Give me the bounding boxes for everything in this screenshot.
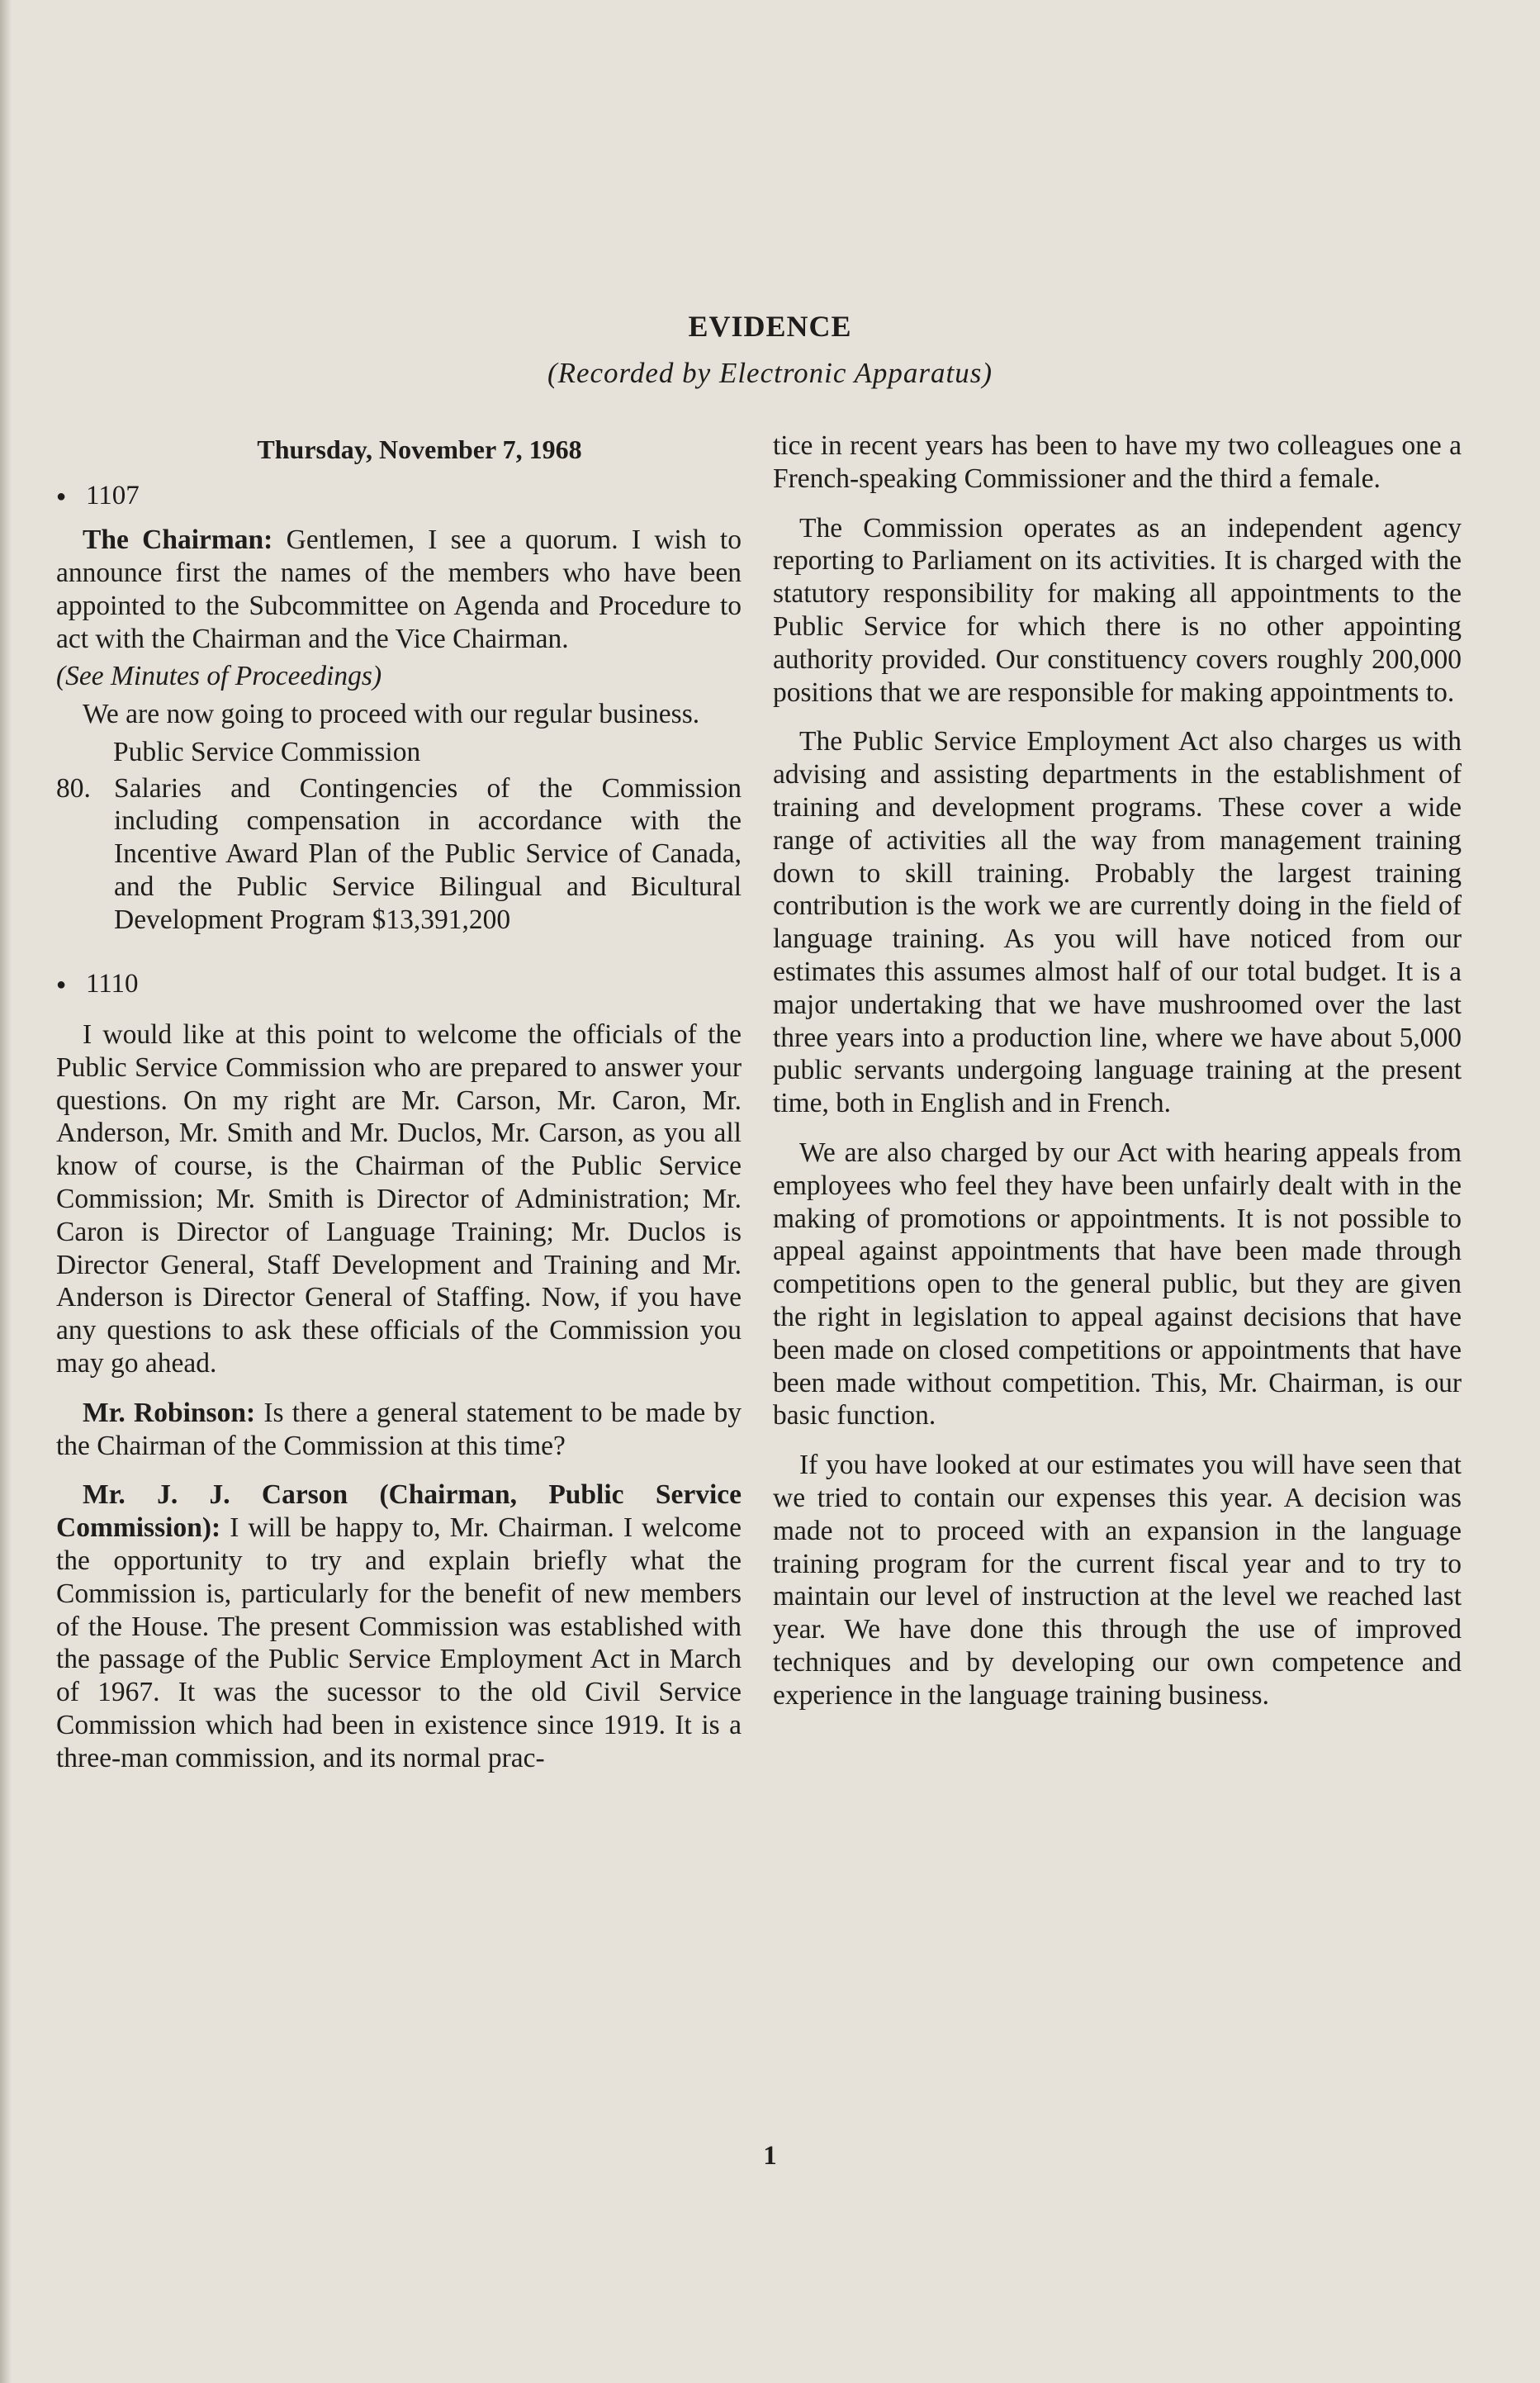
vote-item-80 bbox=[56, 772, 742, 937]
time-marker-1110 bbox=[56, 968, 742, 1002]
paragraph-appeals: We are also charged by our Act with hearing appeals from employees who feel they have been unfairly dealt with in the making of promotions or appointments. It is not possible to appeal against appointments that have been made through competitions open to the general public, but they are given the right in legislation to appeal against decisions that have been made on closed competitions or appointments that have been made without competition. This, Mr. Chairman, is our basic function. bbox=[773, 1137, 1462, 1431]
bullet-icon: ● bbox=[56, 976, 67, 994]
page-number: 1 bbox=[763, 2141, 777, 2171]
paragraph-chairman-quorum bbox=[56, 524, 742, 655]
vote-number: 80. bbox=[56, 772, 91, 804]
paragraph-estimates: If you have looked at our estimates you will have seen that we tried to contain our expenses this year. A decision was made not to proceed with an expansion in the language training program for the current fiscal year and to try to maintain our level of instruction at the level we reached last year. We have done this through the use of improved techniques and by developing our own competence and experience in the language training business. bbox=[773, 1450, 1462, 1711]
right-column bbox=[773, 430, 1462, 1711]
paragraph-commissioners: tice in recent years has been to have my two colleagues one a French-speaking Commissioner and the third a female. bbox=[773, 430, 1462, 494]
speaker-label: Mr. J. J. Carson (Chairman, Public Service Commission): bbox=[56, 1479, 742, 1544]
paragraph-training-programs: The Public Service Employment Act also charges us with advising and assisting departments in the establishment of training and development programs. These cover a wide range of activities all the way from management training down to skill training. Probably the largest training contribution is the work we are currently doing in the field of language training. As you will have noticed from our estimates this assumes almost half of our total budget. It is a major undertaking that we have mushroomed over the last three years into a production line, where we have about 5,000 public servants undergoing language training at the present time, both in English and in French. bbox=[773, 726, 1462, 1119]
time-marker-1107 bbox=[56, 480, 742, 514]
page-title: EVIDENCE bbox=[688, 310, 852, 343]
speaker-label: The Chairman: bbox=[83, 525, 273, 556]
paragraph-text: I will be happy to, Mr. Chairman. I welcome the opportunity to try and explain briefly what the Commission is, particularly for the benefit of new members of the House. The present Commission was established with the passage of the Public Service Employment Act in March of 1967. It was the sucessor to the old Civil Service Commission which had been in existence since 1919. It is a three-man commission, and its normal prac- bbox=[56, 1512, 742, 1773]
paragraph-robinson-question bbox=[56, 1397, 742, 1463]
time-marker-text: 1107 bbox=[86, 480, 140, 510]
paragraph-commission-operates: The Commission operates as an independent agency reporting to Parliament on its activities. It is charged with the statutory responsibility for making all appointments to the Public Service for which there is no other appointing authority provided. Our constituency covers roughly 200,000 positions that we are responsible for making appointments to. bbox=[773, 512, 1462, 708]
time-marker-text: 1110 bbox=[86, 968, 139, 999]
paragraph-text: Is there a general statement to be made by the Chairman of the Commission at this time? bbox=[56, 1397, 742, 1461]
vote-text: Salaries and Contingencies of the Commission including compensation in accordance with the Incentive Award Plan of the Public Service of Canada, and the Public Service Bilingual and Bicultural Development Program $13,391,200 bbox=[114, 772, 742, 935]
page-subtitle: (Recorded by Electronic Apparatus) bbox=[547, 357, 993, 389]
speaker-label: Mr. Robinson: bbox=[83, 1397, 256, 1428]
vote-heading: Public Service Commission bbox=[113, 736, 421, 767]
see-minutes-note: (See Minutes of Proceedings) bbox=[56, 661, 382, 692]
paragraph-regular-business: We are now going to proceed with our regular business. bbox=[83, 699, 700, 730]
date-heading: Thursday, November 7, 1968 bbox=[257, 434, 582, 464]
paragraph-text: Gentlemen, I see a quorum. I wish to announce first the names of the members who have been appointed to the Subcommittee on Agenda and Procedure to act with the Chairman and the Vice Chairman. bbox=[56, 525, 742, 654]
paragraph-welcome-officials: I would like at this point to welcome the officials of the Public Service Commission who are prepared to answer your questions. On my right are Mr. Carson, Mr. Caron, Mr. Anderson, Mr. Smith and Mr. Duclos, Mr. Carson, as you all know of course, is the Chairman of the Public Service Commission; Mr. Smith is Director of Administration; Mr. Caron is Director of Language Training; Mr. Duclos is Director General, Staff Development and Training and Mr. Anderson is Director General of Staffing. Now, if you have any questions to ask these officials of the Commission you may go ahead. bbox=[56, 1018, 742, 1379]
bullet-icon: ● bbox=[56, 487, 67, 506]
paragraph-carson-statement bbox=[56, 1479, 742, 1774]
left-column bbox=[56, 434, 742, 1775]
